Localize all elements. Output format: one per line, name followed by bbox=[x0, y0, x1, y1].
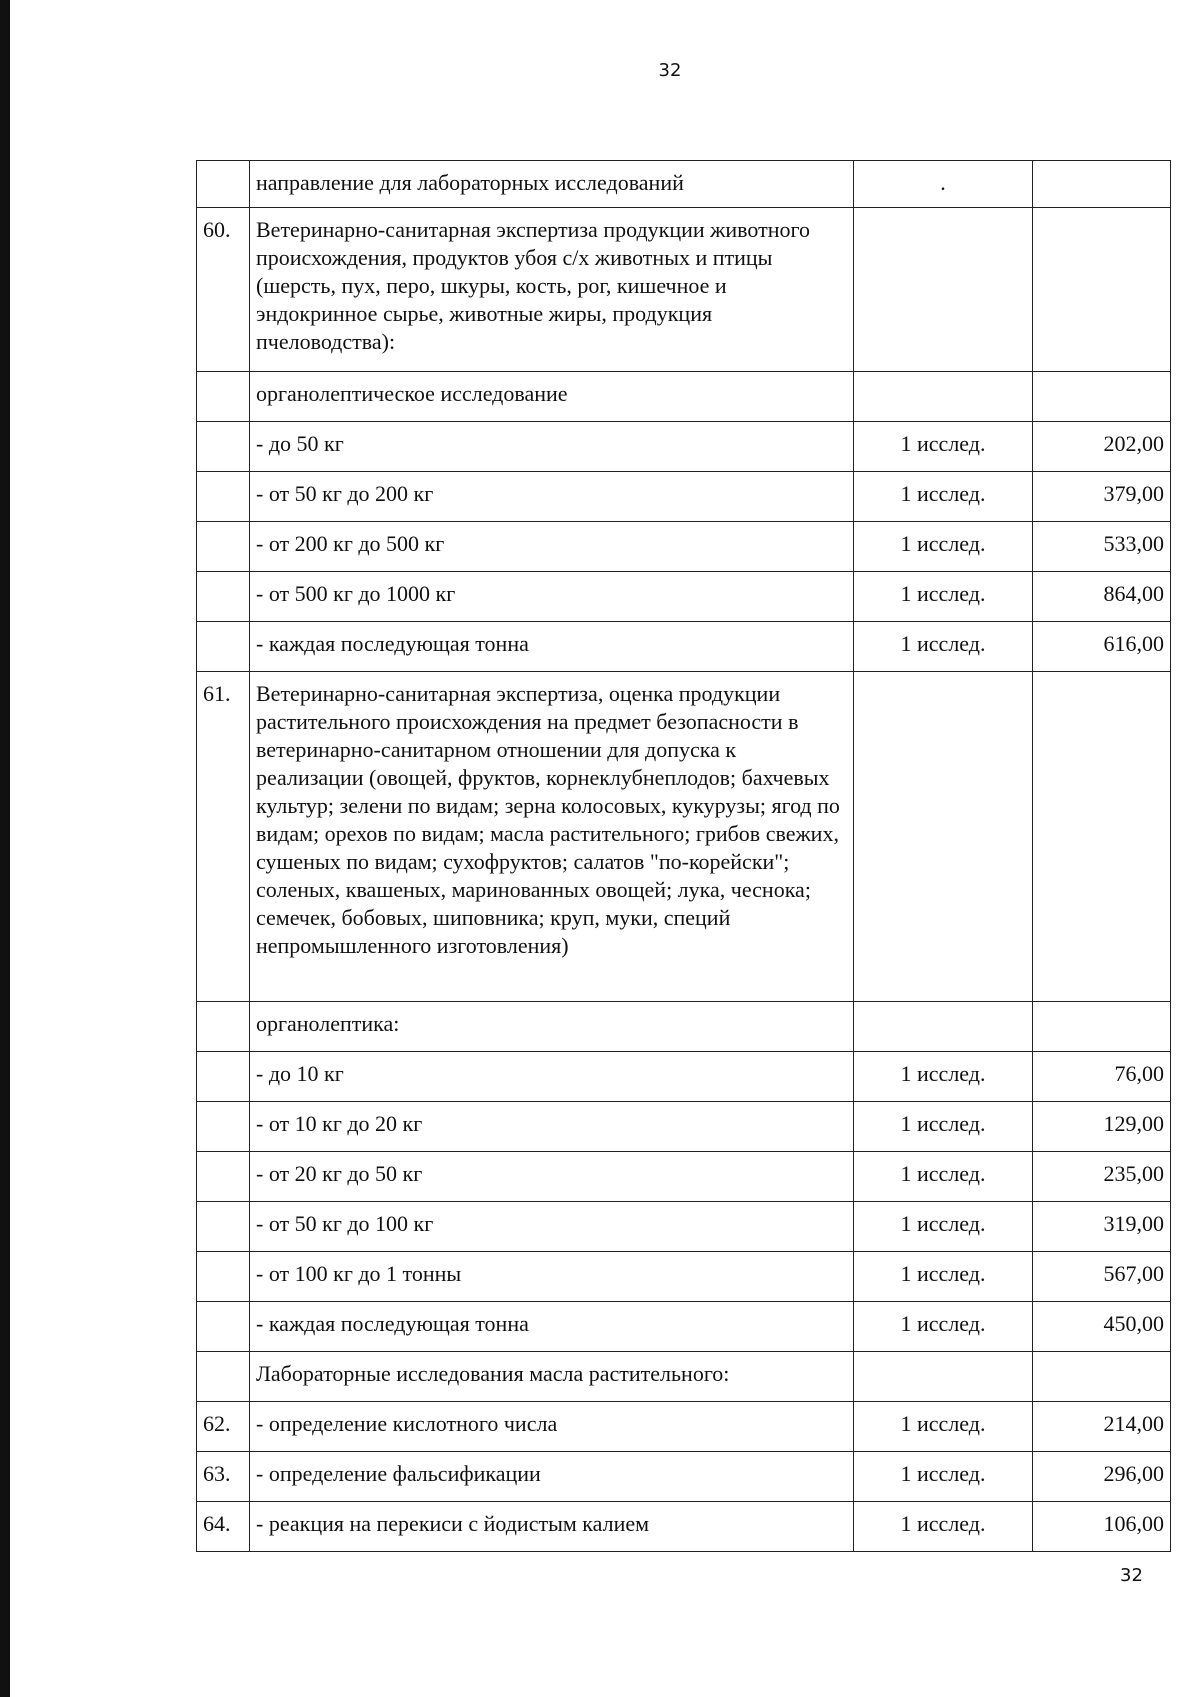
row-price bbox=[1033, 372, 1171, 422]
row-price bbox=[1033, 1002, 1171, 1052]
row-name: - от 50 кг до 100 кг bbox=[250, 1202, 854, 1252]
row-unit: 1 исслед. bbox=[854, 1452, 1033, 1502]
row-number bbox=[197, 422, 250, 472]
table-row bbox=[197, 1202, 1171, 1252]
table-row bbox=[197, 672, 1171, 1002]
row-name: Ветеринарно-санитарная экспертиза продукции животного происхождения, продуктов убоя с/х животных и птицы (шерсть, пух, перо, шкуры, кость, рог, кишечное и эндокринное сырье, животные жиры, продукция пчеловодства): bbox=[250, 208, 854, 372]
row-unit: 1 исслед. bbox=[854, 1152, 1033, 1202]
row-unit: 1 исслед. bbox=[854, 1252, 1033, 1302]
row-name: - от 500 кг до 1000 кг bbox=[250, 572, 854, 622]
row-price: 616,00 bbox=[1033, 622, 1171, 672]
row-name: направление для лабораторных исследований bbox=[250, 161, 854, 208]
row-unit bbox=[854, 1352, 1033, 1402]
row-price: 379,00 bbox=[1033, 472, 1171, 522]
row-unit bbox=[854, 372, 1033, 422]
table-row bbox=[197, 208, 1171, 372]
row-name: - определение кислотного числа bbox=[250, 1402, 854, 1452]
row-price: 214,00 bbox=[1033, 1402, 1171, 1452]
table-row bbox=[197, 1452, 1171, 1502]
row-name: - от 20 кг до 50 кг bbox=[250, 1152, 854, 1202]
row-unit bbox=[854, 1002, 1033, 1052]
table-row bbox=[197, 472, 1171, 522]
row-number: 60. bbox=[197, 208, 250, 372]
table-row bbox=[197, 372, 1171, 422]
row-number bbox=[197, 161, 250, 208]
row-unit bbox=[854, 672, 1033, 1002]
row-name: - от 100 кг до 1 тонны bbox=[250, 1252, 854, 1302]
table-row bbox=[197, 1152, 1171, 1202]
row-price bbox=[1033, 672, 1171, 1002]
row-price: 864,00 bbox=[1033, 572, 1171, 622]
row-number: 63. bbox=[197, 1452, 250, 1502]
row-unit: 1 исслед. bbox=[854, 1302, 1033, 1352]
row-name: - каждая последующая тонна bbox=[250, 1302, 854, 1352]
table-row bbox=[197, 1052, 1171, 1102]
row-price: 319,00 bbox=[1033, 1202, 1171, 1252]
row-price bbox=[1033, 161, 1171, 208]
row-number: 62. bbox=[197, 1402, 250, 1452]
row-name: - каждая последующая тонна bbox=[250, 622, 854, 672]
row-number bbox=[197, 1302, 250, 1352]
row-unit: 1 исслед. bbox=[854, 572, 1033, 622]
row-unit: 1 исслед. bbox=[854, 422, 1033, 472]
row-number: 61. bbox=[197, 672, 250, 1002]
page-number-bottom: 32 bbox=[1120, 1565, 1143, 1586]
row-name: органолептика: bbox=[250, 1002, 854, 1052]
table-row bbox=[197, 422, 1171, 472]
row-price: 533,00 bbox=[1033, 522, 1171, 572]
row-price: 106,00 bbox=[1033, 1502, 1171, 1552]
page-number-top: 32 bbox=[658, 60, 682, 81]
row-name: - до 10 кг bbox=[250, 1052, 854, 1102]
row-price bbox=[1033, 208, 1171, 372]
row-unit: 1 исслед. bbox=[854, 1402, 1033, 1452]
table-row bbox=[197, 1002, 1171, 1052]
row-unit: 1 исслед. bbox=[854, 522, 1033, 572]
row-number bbox=[197, 572, 250, 622]
table-row bbox=[197, 1102, 1171, 1152]
row-name: - от 10 кг до 20 кг bbox=[250, 1102, 854, 1152]
table-row bbox=[197, 161, 1171, 208]
row-unit: 1 исслед. bbox=[854, 622, 1033, 672]
row-name: - от 50 кг до 200 кг bbox=[250, 472, 854, 522]
row-unit: 1 исслед. bbox=[854, 1502, 1033, 1552]
row-unit: 1 исслед. bbox=[854, 472, 1033, 522]
row-price: 450,00 bbox=[1033, 1302, 1171, 1352]
row-name: Лабораторные исследования масла растительного: bbox=[250, 1352, 854, 1402]
scan-page-edge bbox=[0, 0, 10, 1697]
row-name: органолептическое исследование bbox=[250, 372, 854, 422]
row-name: - до 50 кг bbox=[250, 422, 854, 472]
row-name: Ветеринарно-санитарная экспертиза, оценка продукции растительного происхождения на предмет безопасности в ветеринарно-санитарном отношении для допуска к реализации (овощей, фруктов, корнеклубнеплодов; бахчевых культур; зелени по видам; зерна колосовых, кукурузы; ягод по видам; орехов по видам; масла растительного; грибов свежих, сушеных по видам; сухофруктов; салатов "по-корейски"; соленых, квашеных, маринованных овощей; лука, чеснока; семечек, бобовых, шиповника; круп, муки, специй непромышленного изготовления) bbox=[250, 672, 854, 1002]
row-number bbox=[197, 1102, 250, 1152]
row-price bbox=[1033, 1352, 1171, 1402]
table-row bbox=[197, 622, 1171, 672]
table-row bbox=[197, 1502, 1171, 1552]
table-row bbox=[197, 1402, 1171, 1452]
row-unit: 1 исслед. bbox=[854, 1202, 1033, 1252]
row-price: 235,00 bbox=[1033, 1152, 1171, 1202]
row-number bbox=[197, 522, 250, 572]
row-unit: . bbox=[854, 161, 1033, 208]
row-price: 202,00 bbox=[1033, 422, 1171, 472]
table-row bbox=[197, 1352, 1171, 1402]
row-unit: 1 исслед. bbox=[854, 1102, 1033, 1152]
row-price: 296,00 bbox=[1033, 1452, 1171, 1502]
row-number bbox=[197, 372, 250, 422]
row-number bbox=[197, 1002, 250, 1052]
row-number bbox=[197, 1152, 250, 1202]
row-price: 567,00 bbox=[1033, 1252, 1171, 1302]
row-price: 76,00 bbox=[1033, 1052, 1171, 1102]
row-price: 129,00 bbox=[1033, 1102, 1171, 1152]
row-number bbox=[197, 1352, 250, 1402]
table-row bbox=[197, 1302, 1171, 1352]
row-name: - реакция на перекиси с йодистым калием bbox=[250, 1502, 854, 1552]
row-number bbox=[197, 1202, 250, 1252]
row-name: - определение фальсификации bbox=[250, 1452, 854, 1502]
price-list-table bbox=[196, 160, 1171, 1552]
row-number bbox=[197, 472, 250, 522]
row-unit bbox=[854, 208, 1033, 372]
table-row bbox=[197, 1252, 1171, 1302]
row-unit: 1 исслед. bbox=[854, 1052, 1033, 1102]
table-row bbox=[197, 522, 1171, 572]
row-number: 64. bbox=[197, 1502, 250, 1552]
row-number bbox=[197, 1052, 250, 1102]
row-number bbox=[197, 1252, 250, 1302]
table-row bbox=[197, 572, 1171, 622]
row-number bbox=[197, 622, 250, 672]
row-name: - от 200 кг до 500 кг bbox=[250, 522, 854, 572]
